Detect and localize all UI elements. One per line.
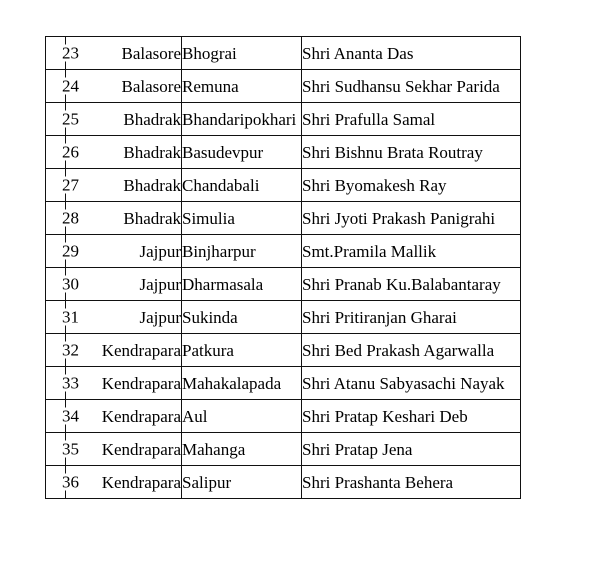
table-row [46,268,521,301]
district-cell [62,37,182,70]
table-body [46,37,521,499]
district-cell [62,70,182,103]
member-name: Shri Pratap Keshari Deb [302,406,468,426]
member-name-cell [302,433,521,466]
member-name: Shri Pranab Ku.Balabantaray [302,274,501,294]
table-row [46,400,521,433]
district-name: Bhadrak [123,208,181,228]
member-name: Shri Prafulla Samal [302,109,436,129]
table-row [46,466,521,499]
serial-number: 30 [62,274,79,294]
table-row [46,301,521,334]
member-name: Shri Ananta Das [302,43,414,63]
block-name: Aul [182,406,208,426]
serial-number: 34 [62,406,79,426]
serial-number: 29 [62,241,79,261]
member-name-cell [302,268,521,301]
block-name: Mahanga [182,439,246,459]
district-cell [62,334,182,367]
table-row [46,433,521,466]
serial-number: 28 [62,208,79,228]
block-cell [182,334,302,367]
member-name-cell [302,466,521,499]
serial-number: 23 [62,43,79,63]
district-cell [62,301,182,334]
member-name-cell [302,202,521,235]
district-name: Bhadrak [123,142,181,162]
block-cell [182,202,302,235]
serial-number: 24 [62,76,79,96]
block-name: Basudevpur [182,142,264,162]
district-name: Bhadrak [123,175,181,195]
district-cell [62,433,182,466]
block-name: Salipur [182,472,232,492]
serial-number: 36 [62,472,79,492]
block-name: Simulia [182,208,235,228]
block-cell [182,268,302,301]
block-name: Patkura [182,340,234,360]
member-name: Shri Bishnu Brata Routray [302,142,483,162]
serial-number: 26 [62,142,79,162]
serial-number: 32 [62,340,79,360]
block-cell [182,37,302,70]
table-row [46,334,521,367]
district-name: Bhadrak [123,109,181,129]
member-name-cell [302,301,521,334]
district-name: Balasore [121,76,181,96]
district-name: Jajpur [139,241,181,261]
district-cell [62,268,182,301]
block-name: Bhandaripokhari [182,109,297,129]
district-cell [62,103,182,136]
table-row [46,169,521,202]
block-name: Remuna [182,76,239,96]
member-name-cell [302,136,521,169]
district-cell [62,235,182,268]
block-name: Binjharpur [182,241,256,261]
district-cell [62,169,182,202]
member-name-cell [302,169,521,202]
member-name-cell [302,400,521,433]
district-name: Balasore [121,43,181,63]
member-name-cell [302,37,521,70]
block-name: Chandabali [182,175,260,195]
member-name: Shri Pritiranjan Gharai [302,307,457,327]
district-name: Kendrapara [101,406,181,426]
block-cell [182,136,302,169]
district-name: Jajpur [139,307,181,327]
member-name: Shri Prashanta Behera [302,472,454,492]
district-cell [62,202,182,235]
district-cell [62,400,182,433]
member-name: Shri Sudhansu Sekhar Parida [302,76,500,96]
member-name: Shri Jyoti Prakash Panigrahi [302,208,496,228]
district-cell [62,136,182,169]
district-name: Jajpur [139,274,181,294]
table-row [46,202,521,235]
member-name: Shri Atanu Sabyasachi Nayak [302,373,505,393]
member-name: Shri Pratap Jena [302,439,413,459]
serial-number: 33 [62,373,79,393]
block-cell [182,400,302,433]
table-row [46,235,521,268]
district-name: Kendrapara [101,340,181,360]
district-name: Kendrapara [101,472,181,492]
block-name: Sukinda [182,307,238,327]
block-cell [182,301,302,334]
member-name-cell [302,367,521,400]
district-cell [62,466,182,499]
member-name: Smt.Pramila Mallik [302,241,437,261]
member-name-cell [302,70,521,103]
table-row [46,367,521,400]
serial-number: 31 [62,307,79,327]
serial-number: 25 [62,109,79,129]
block-cell [182,466,302,499]
member-name: Shri Byomakesh Ray [302,175,447,195]
member-name-cell [302,103,521,136]
block-name: Dharmasala [182,274,264,294]
table-row [46,136,521,169]
district-name: Kendrapara [101,439,181,459]
serial-number: 27 [62,175,79,195]
district-cell [62,367,182,400]
member-name-cell [302,235,521,268]
member-table [45,36,521,499]
block-cell [182,103,302,136]
serial-number: 35 [62,439,79,459]
block-cell [182,367,302,400]
block-name: Bhograi [182,43,237,63]
block-cell [182,70,302,103]
block-cell [182,235,302,268]
block-cell [182,433,302,466]
district-name: Kendrapara [101,373,181,393]
table-row [46,37,521,70]
member-name: Shri Bed Prakash Agarwalla [302,340,495,360]
table-row [46,70,521,103]
block-name: Mahakalapada [182,373,282,393]
member-name-cell [302,334,521,367]
block-cell [182,169,302,202]
table-row [46,103,521,136]
